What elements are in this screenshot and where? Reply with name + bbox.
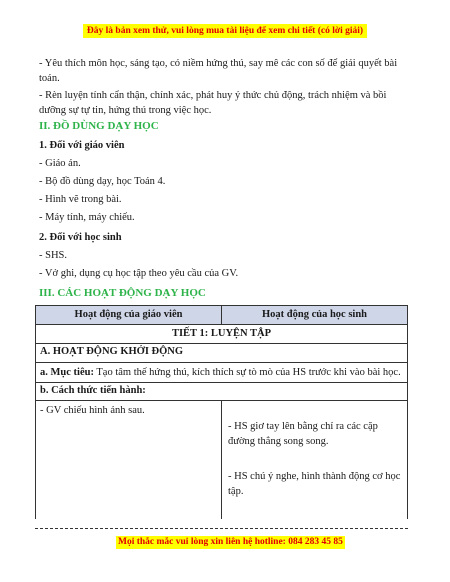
- goal-text: Tạo tâm thế hứng thú, kích thích sự tò mò của HS trước khi vào bài học.: [93, 367, 401, 378]
- column-header-student: Hoạt động của học sinh: [222, 306, 408, 325]
- section-heading-activities: III. CÁC HOẠT ĐỘNG DẠY HỌC: [39, 287, 206, 299]
- teacher-item: - Giáo án.: [39, 158, 81, 169]
- teacher-item: - Bộ đồ dùng dạy, học Toán 4.: [39, 176, 166, 187]
- part-a-heading: A. HOẠT ĐỘNG KHỞI ĐỘNG: [36, 344, 408, 363]
- intro-paragraph-2: - Rèn luyện tính cẩn thận, chính xác, phát huy ý thức chủ động, trách nhiệm và bồi dưỡng sự tự tin, hứng thú trong việc học.: [39, 90, 387, 116]
- preview-banner: Đây là bản xem thử, vui lòng mua tài liệu để xem chi tiết (có lời giải): [83, 24, 367, 38]
- page-break-line: [35, 528, 408, 529]
- student-heading: 2. Đối với học sinh: [39, 232, 122, 243]
- student-item: - Vở ghi, dụng cụ học tập theo yêu cầu của GV.: [39, 268, 239, 279]
- activities-table: [35, 305, 408, 519]
- student-action: - HS chú ý nghe, hình thành động cơ học tập.: [228, 471, 401, 497]
- teacher-action: - GV chiếu hình ảnh sau.: [40, 405, 145, 416]
- lesson-title: TIẾT 1: LUYỆN TẬP: [36, 325, 408, 344]
- column-header-teacher: Hoạt động của giáo viên: [36, 306, 222, 325]
- intro-paragraph-1: - Yêu thích môn học, sáng tạo, có niềm hứng thú, say mê các con số để giải quyết bài toán.: [39, 58, 398, 84]
- student-action-cell: [222, 401, 408, 519]
- teacher-item: - Hình vẽ trong bài.: [39, 194, 122, 205]
- hotline-footer: Mọi thắc mắc vui lòng xin liên hệ hotline: 084 283 45 85: [118, 537, 343, 547]
- method-heading: b. Cách thức tiến hành:: [36, 383, 408, 401]
- section-heading-equipment: II. ĐỒ DÙNG DẠY HỌC: [39, 120, 159, 132]
- teacher-heading: 1. Đối với giáo viên: [39, 140, 125, 151]
- goal-label: a. Mục tiêu:: [40, 367, 94, 378]
- student-action: - HS giơ tay lên bằng chỉ ra các cặp đường thẳng song song.: [228, 421, 378, 447]
- goal-cell: [36, 363, 408, 383]
- student-item: - SHS.: [39, 250, 68, 261]
- teacher-item: - Máy tính, máy chiếu.: [39, 212, 135, 223]
- teacher-action-cell: [36, 401, 222, 519]
